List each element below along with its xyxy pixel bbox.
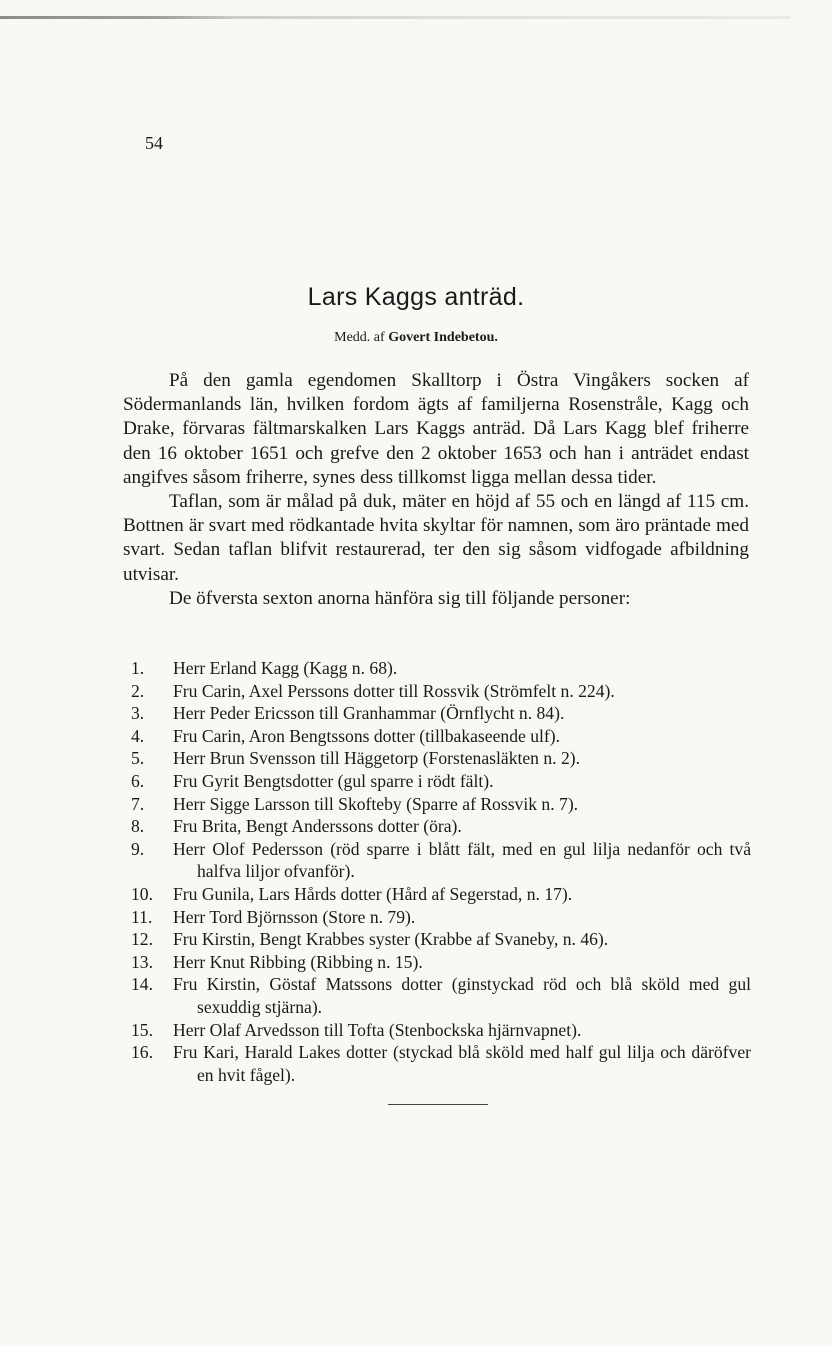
byline-author: Govert Indebetou. (388, 330, 498, 345)
paragraph: Taflan, som är målad på duk, mäter en höjd af 55 och en längd af 115 cm. Bottnen är svart med rödkantade hvita skyltar för namnen, som äro präntade med svart. Sedan taflan blifvit restaurerad, ter den sig såsom vidfogade afbildning utvisar. (123, 491, 749, 585)
list-item-text: Fru Brita, Bengt Anderssons dotter (öra). (173, 816, 462, 837)
list-item (123, 973, 751, 1018)
list-item (123, 883, 751, 906)
ancestor-list (123, 657, 751, 1086)
list-item (123, 838, 751, 883)
list-item (123, 1019, 751, 1042)
list-item-text: Fru Carin, Axel Perssons dotter till Rossvik (Strömfelt n. 224). (173, 680, 615, 701)
list-item-text: Herr Brun Svensson till Häggetorp (Forstenasläkten n. 2). (173, 748, 581, 769)
list-item (123, 951, 751, 974)
list-item-text: Fru Kirstin, Göstaf Matssons dotter (ginstyckad röd och blå sköld med gul sexuddig stjärna). (173, 974, 751, 1017)
list-item (123, 1041, 751, 1086)
end-divider (388, 1104, 488, 1105)
list-item-text: Fru Gunila, Lars Hårds dotter (Hård af Segerstad, n. 17). (173, 883, 573, 904)
list-item (123, 928, 751, 951)
list-item (123, 815, 751, 838)
list-item-text: Herr Sigge Larsson till Skofteby (Sparre af Rossvik n. 7). (173, 793, 579, 814)
list-item (123, 680, 751, 703)
list-item (123, 702, 751, 725)
list-item (123, 657, 751, 680)
scan-edge-line (0, 16, 790, 19)
page-number: 54 (145, 133, 163, 153)
list-item-text: Herr Tord Björnsson (Store n. 79). (173, 906, 416, 927)
list-item-number: 6. (131, 770, 145, 791)
article-title: Lars Kaggs anträd. (307, 283, 525, 311)
list-item (123, 793, 751, 816)
list-item (123, 747, 751, 770)
list-item (123, 906, 751, 929)
list-item-text: Fru Gyrit Bengtsdotter (gul sparre i rödt fält). (173, 770, 494, 791)
list-item-number: 7. (131, 793, 145, 814)
byline-prefix: Medd. af (334, 330, 389, 345)
paragraph: På den gamla egendomen Skalltorp i Östra Vingåkers socken af Södermanlands län, hvilken fordom ägts af familjerna Rosenstråle, Kagg och Drake, förvaras fältmarskalken Lars Kaggs anträd. Då Lars Kagg blef friherre den 16 oktober 1651 och grefve den 2 oktober 1653 och han i anträdet endast angifves såsom friherre, synes dess tillkomst ligga mellan dessa tider. (123, 370, 749, 488)
list-item-text: Fru Kari, Harald Lakes dotter (styckad blå sköld med half gul lilja och däröfver en hvit fågel). (173, 1042, 751, 1085)
list-item-number: 1. (131, 658, 145, 678)
list-item-text: Herr Knut Ribbing (Ribbing n. 15). (173, 951, 423, 972)
list-item-number: 15. (131, 1019, 153, 1040)
list-item-number: 9. (131, 838, 145, 859)
list-item-text: Fru Kirstin, Bengt Krabbes syster (Krabbe af Svaneby, n. 46). (173, 929, 609, 950)
list-item-text: Herr Peder Ericsson till Granhammar (Örnflycht n. 84). (173, 703, 565, 724)
list-item-number: 11. (131, 906, 153, 927)
paragraph: De öfversta sexton anorna hänföra sig till följande personer: (169, 587, 631, 609)
list-item-number: 2. (131, 680, 145, 701)
list-item-number: 4. (131, 725, 145, 746)
list-item-text: Herr Erland Kagg (Kagg n. 68). (173, 658, 398, 678)
byline (0, 330, 832, 346)
list-item-number: 14. (131, 974, 153, 995)
list-item (123, 725, 751, 748)
list-item-text: Herr Olaf Arvedsson till Tofta (Stenbockska hjärnvapnet). (173, 1019, 582, 1040)
list-item-number: 13. (131, 951, 153, 972)
list-item-number: 12. (131, 929, 153, 950)
article-body (123, 369, 749, 611)
list-item-number: 3. (131, 703, 145, 724)
list-item-text: Fru Carin, Aron Bengtssons dotter (tillbakaseende ulf). (173, 725, 560, 746)
list-item-text: Herr Olof Pedersson (röd sparre i blått fält, med en gul lilja nedanför och två halfva liljor ofvanför). (173, 838, 751, 882)
list-item-number: 8. (131, 816, 145, 837)
list-item-number: 10. (131, 883, 153, 904)
list-item (123, 770, 751, 793)
list-item-number: 16. (131, 1042, 153, 1063)
list-item-number: 5. (131, 748, 145, 769)
